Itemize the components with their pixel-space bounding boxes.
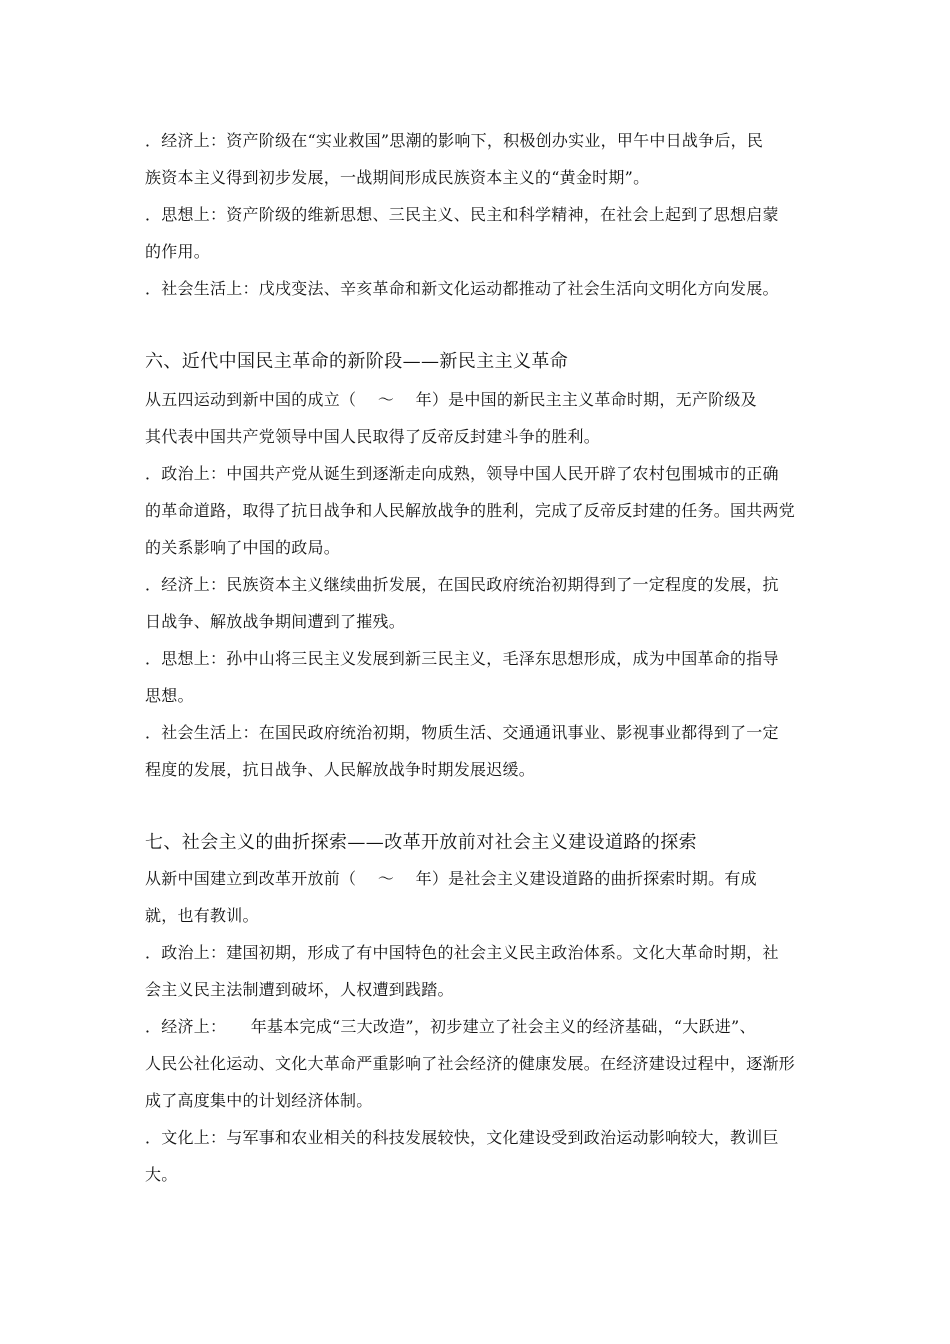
section-heading: 六、近代中国民主革命的新阶段——新民主主义革命 <box>145 351 569 372</box>
paragraph-line: 的革命道路，取得了抗日战争和人民解放战争的胜利，完成了反帝反封建的任务。国共两党 <box>145 501 796 520</box>
paragraph-line: 会主义民主法制遭到破坏，人权遭到践踏。 <box>145 980 454 999</box>
paragraph-line: ．经济上：民族资本主义继续曲折发展，在国民政府统治初期得到了一定程度的发展，抗 <box>145 575 779 594</box>
paragraph-line: 的关系影响了中国的政局。 <box>145 538 341 557</box>
paragraph-line: ．经济上：资产阶级在“实业救国”思潮的影响下，积极创办实业，甲午中日战争后，民 <box>145 131 764 150</box>
paragraph-line: 大。 <box>145 1165 178 1184</box>
section-five-continuation <box>145 122 811 307</box>
section-gap <box>145 307 811 347</box>
paragraph-line: 程度的发展，抗日战争、人民解放战争时期发展迟缓。 <box>145 760 536 779</box>
paragraph-line: ．政治上：中国共产党从诞生到逐渐走向成熟，领导中国人民开辟了农村包围城市的正确 <box>145 464 779 483</box>
section-six <box>145 347 811 788</box>
paragraph-line: 思想。 <box>145 686 194 705</box>
section-gap <box>145 788 811 828</box>
section-heading: 七、社会主义的曲折探索——改革开放前对社会主义建设道路的探索 <box>145 832 697 853</box>
document-page <box>145 122 811 1193</box>
paragraph-line: ．经济上： 年基本完成“三大改造”，初步建立了社会主义的经济基础，“大跃进”、 <box>145 1017 756 1036</box>
paragraph-line: ．思想上：孙中山将三民主义发展到新三民主义，毛泽东思想形成，成为中国革命的指导 <box>145 649 779 668</box>
paragraph-line: 就，也有教训。 <box>145 906 259 925</box>
paragraph-line: ．社会生活上：戊戌变法、辛亥革命和新文化运动都推动了社会生活向文明化方向发展。 <box>145 279 779 298</box>
section-seven <box>145 828 811 1193</box>
paragraph-line: 族资本主义得到初步发展，一战期间形成民族资本主义的“黄金时期”。 <box>145 168 650 187</box>
paragraph-line: ．思想上：资产阶级的维新思想、三民主义、民主和科学精神，在社会上起到了思想启蒙 <box>145 205 779 224</box>
paragraph-line: 日战争、解放战争期间遭到了摧残。 <box>145 612 406 631</box>
paragraph-line: ．政治上：建国初期，形成了有中国特色的社会主义民主政治体系。文化大革命时期，社 <box>145 943 779 962</box>
paragraph-line: 人民公社化运动、文化大革命严重影响了社会经济的健康发展。在经济建设过程中，逐渐形 <box>145 1054 796 1073</box>
paragraph-line: 从五四运动到新中国的成立（ ～ 年）是中国的新民主主义革命时期，无产阶级及 <box>145 390 757 409</box>
paragraph-line: ．文化上：与军事和农业相关的科技发展较快，文化建设受到政治运动影响较大，教训巨 <box>145 1128 779 1147</box>
paragraph-line: 从新中国建立到改革开放前（ ～ 年）是社会主义建设道路的曲折探索时期。有成 <box>145 869 757 888</box>
paragraph-line: ．社会生活上：在国民政府统治初期，物质生活、交通通讯事业、影视事业都得到了一定 <box>145 723 779 742</box>
paragraph-line: 其代表中国共产党领导中国人民取得了反帝反封建斗争的胜利。 <box>145 427 601 446</box>
paragraph-line: 成了高度集中的计划经济体制。 <box>145 1091 373 1110</box>
paragraph-line: 的作用。 <box>145 242 211 261</box>
